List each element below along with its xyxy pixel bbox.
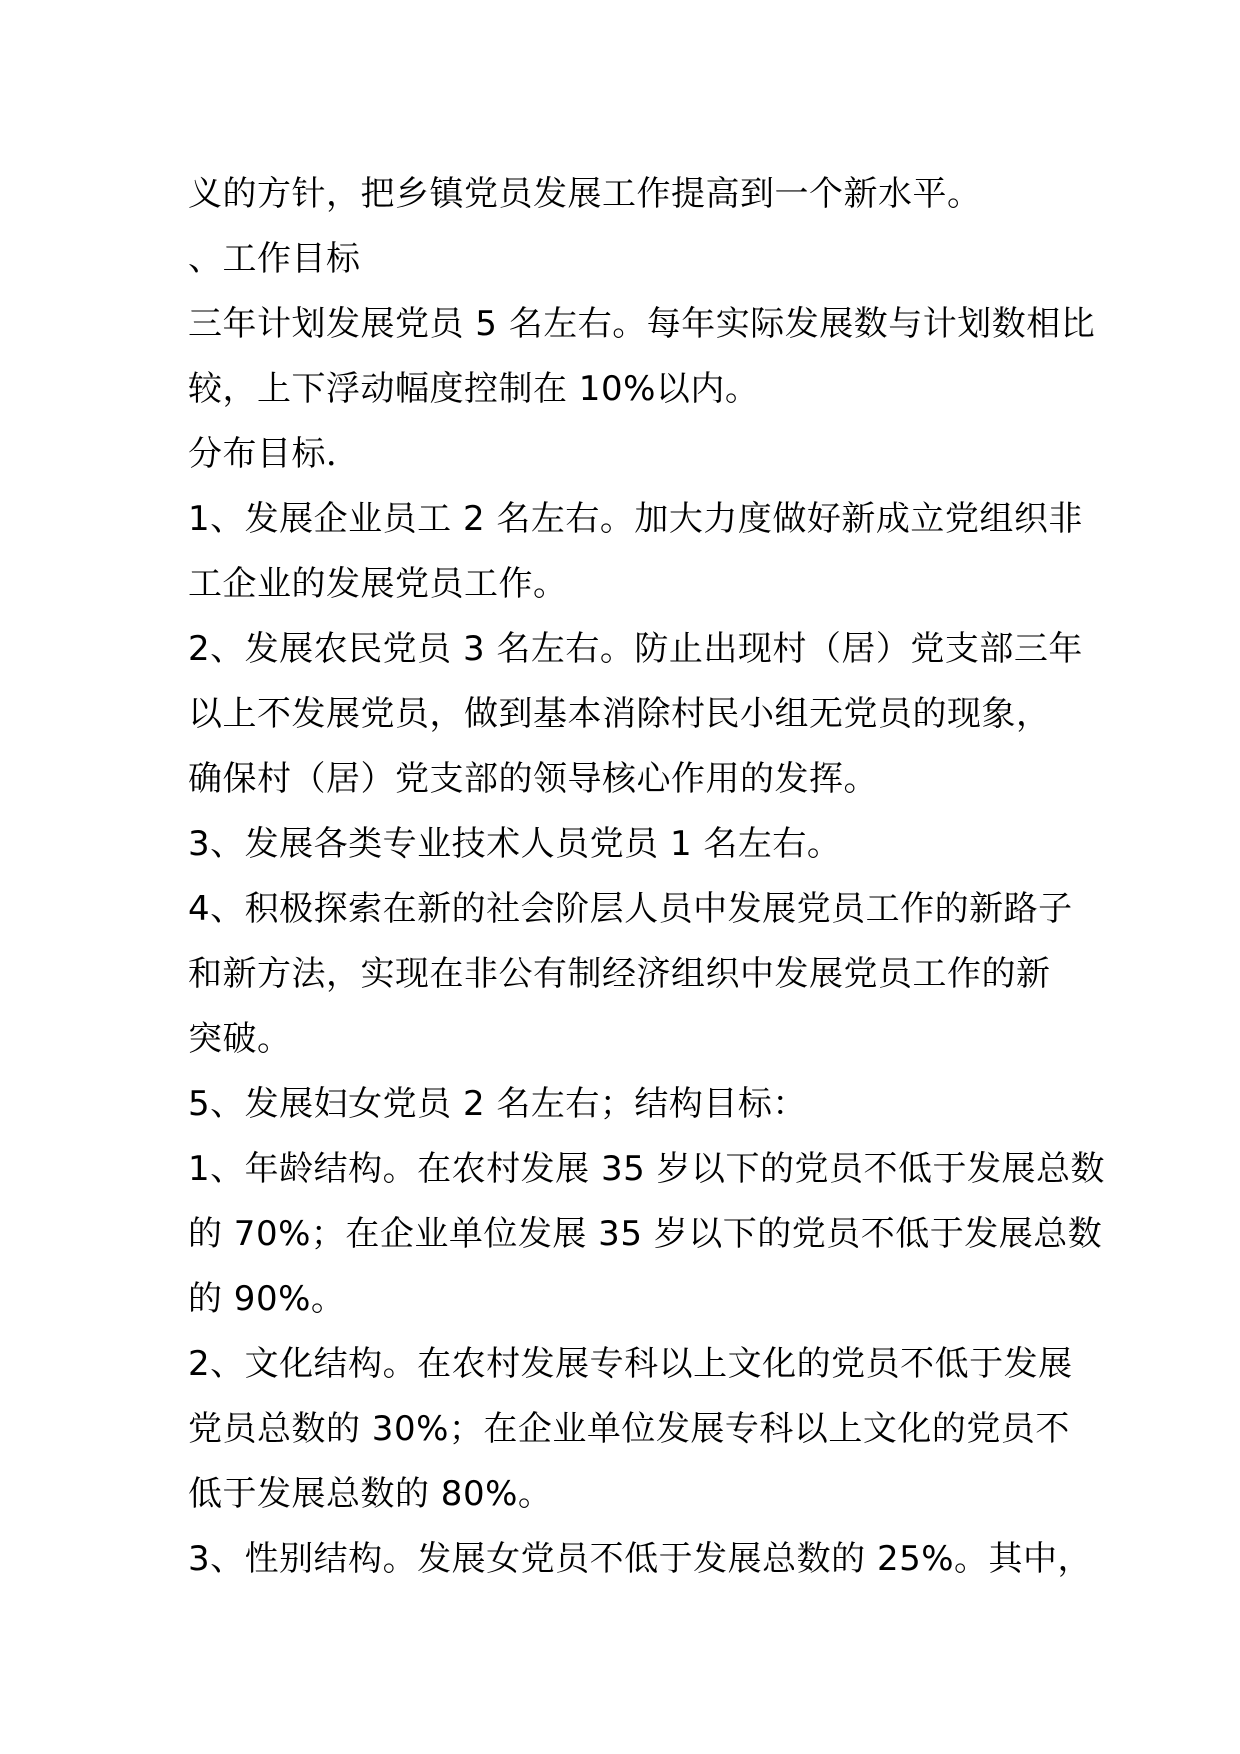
list-item: 1、发展企业员工 2 名左右。加大力度做好新成立党组织非 (188, 499, 1083, 539)
text-line: 的 90%。 (188, 1279, 346, 1319)
text-line: 确保村（居）党支部的领导核心作用的发挥。 (188, 759, 878, 799)
text-line: 三年计划发展党员 5 名左右。每年实际发展数与计划数相比 (188, 304, 1096, 344)
text-line: 和新方法，实现在非公有制经济组织中发展党员工作的新 (188, 954, 1051, 994)
text-line: 的 70%；在企业单位发展 35 岁以下的党员不低于发展总数 (188, 1214, 1103, 1254)
list-item: 3、发展各类专业技术人员党员 1 名左右。 (188, 824, 842, 864)
list-item: 2、发展农民党员 3 名左右。防止出现村（居）党支部三年 (188, 629, 1083, 669)
body-text (188, 162, 1106, 1592)
text-line: 突破。 (188, 1019, 292, 1059)
list-item: 5、发展妇女党员 2 名左右；结构目标： (188, 1084, 807, 1124)
text-line: 较，上下浮动幅度控制在 10%以内。 (188, 369, 760, 409)
text-line: 以上不发展党员，做到基本消除村民小组无党员的现象， (188, 694, 1051, 734)
list-item: 4、积极探索在新的社会阶层人员中发展党员工作的新路子 (188, 889, 1073, 929)
section-heading-work-goals: 、工作目标 (188, 239, 361, 279)
text-line: 低于发展总数的 80%。 (188, 1474, 553, 1514)
text-line: 义的方针，把乡镇党员发展工作提高到一个新水平。 (188, 174, 982, 214)
list-item: 3、性别结构。发展女党员不低于发展总数的 25%。其中， (188, 1539, 1093, 1579)
text-line: 党员总数的 30%；在企业单位发展专科以上文化的党员不 (188, 1409, 1070, 1449)
section-heading-distribution-goals: 分布目标． (188, 434, 361, 474)
list-item: 1、年龄结构。在农村发展 35 岁以下的党员不低于发展总数 (188, 1149, 1106, 1189)
list-item: 2、文化结构。在农村发展专科以上文化的党员不低于发展 (188, 1344, 1073, 1384)
text-line: 工企业的发展党员工作。 (188, 564, 568, 604)
